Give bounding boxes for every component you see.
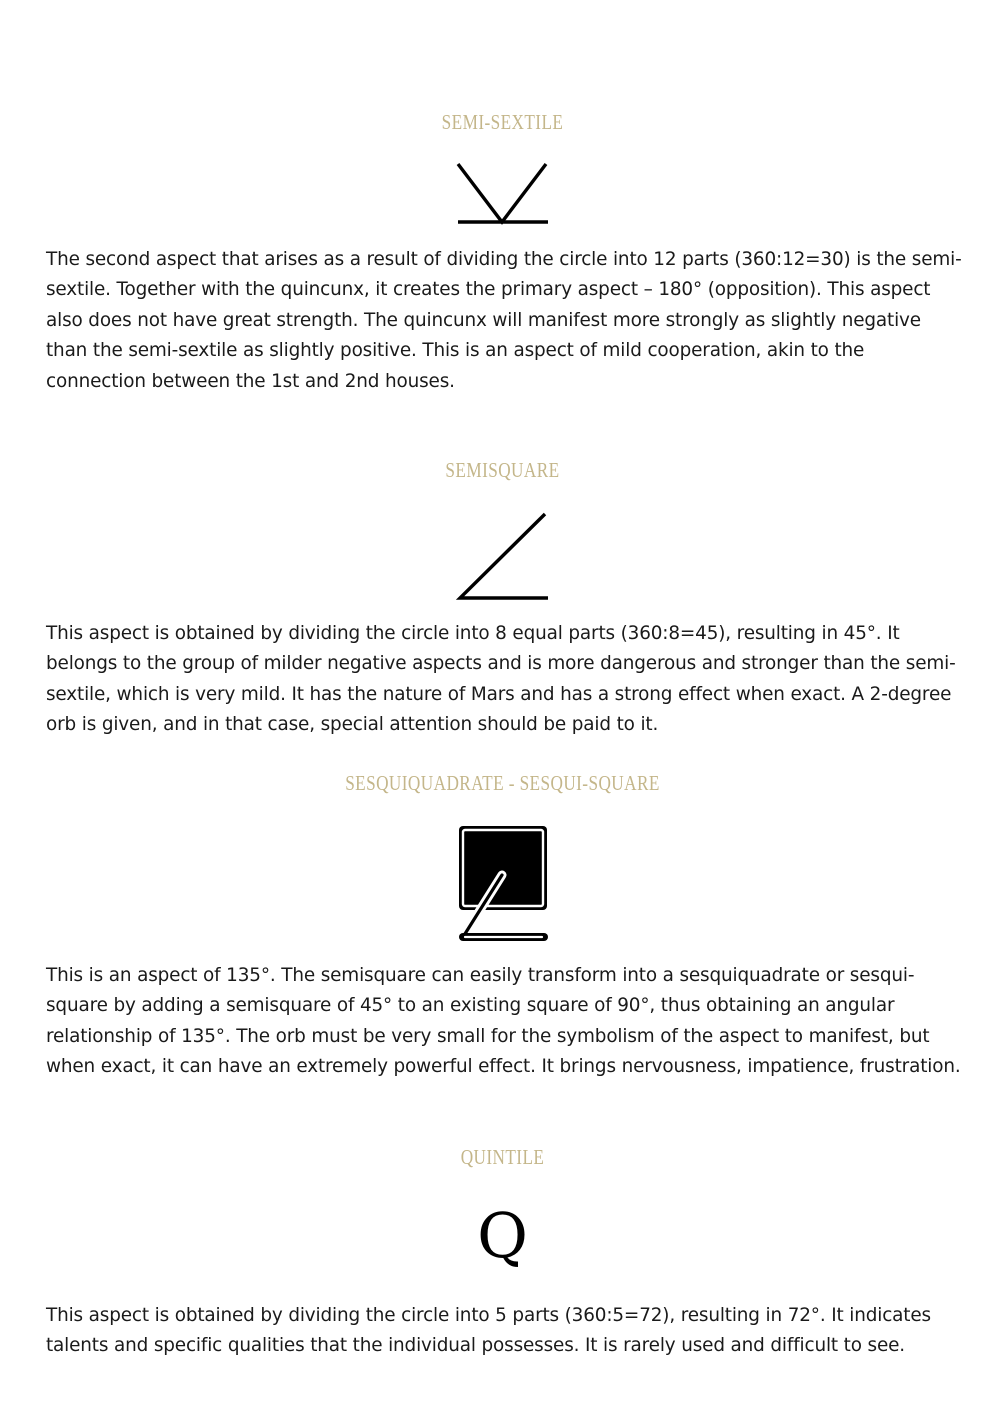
quintile-icon: Q xyxy=(477,1199,528,1272)
section-text-sesquiquadrate: This is an aspect of 135°. The semisquare can easily transform into a sesquiquadrate or sesqui-square by adding a semisquare of 45° to an existing square of 90°, thus obtaining an angular relationship of 135°. The orb must be very small for the symbolism of the aspect to manifest, but when exact, it can have an extremely powerful effect. It brings nervousness, impatience, frustration. xyxy=(46,965,961,1078)
semisquare-icon xyxy=(452,510,552,605)
sesquiquadrate-icon xyxy=(452,822,552,946)
section-text-quintile: This aspect is obtained by dividing the circle into 5 parts (360:5=72), resulting in 72°. It indicates talents and specific qualities that the individual possesses. It is rarely used and difficult to see. xyxy=(46,1305,931,1357)
section-heading-quintile: QUINTILE xyxy=(460,1145,545,1169)
section-text-semisquare: This aspect is obtained by dividing the circle into 8 equal parts (360:8=45), resulting in 45°. It belongs to the group of milder negative aspects and is more dangerous and stronger than the semi-sextile, which is very mild. It has the nature of Mars and has a strong effect when exact. A 2-degree orb is given, and in that case, special attention should be paid to it. xyxy=(46,623,956,736)
section-heading-sesquiquadrate: SESQUIQUADRATE - SESQUI-SQUARE xyxy=(345,771,660,795)
semi-sextile-icon xyxy=(452,160,552,230)
section-heading-semi-sextile: SEMI-SEXTILE xyxy=(441,110,564,134)
section-heading-semisquare: SEMISQUARE xyxy=(445,458,560,482)
section-text-semi-sextile: The second aspect that arises as a result of dividing the circle into 12 parts (360:12=30) is the semi-sextile. Together with the quincunx, it creates the primary aspect – 180° (opposition). This aspect also does not have great strength. The quincunx will manifest more strongly as slightly negative than the semi-sextile as slightly positive. This is an aspect of mild cooperation, akin to the connection between the 1st and 2nd houses. xyxy=(46,249,962,392)
